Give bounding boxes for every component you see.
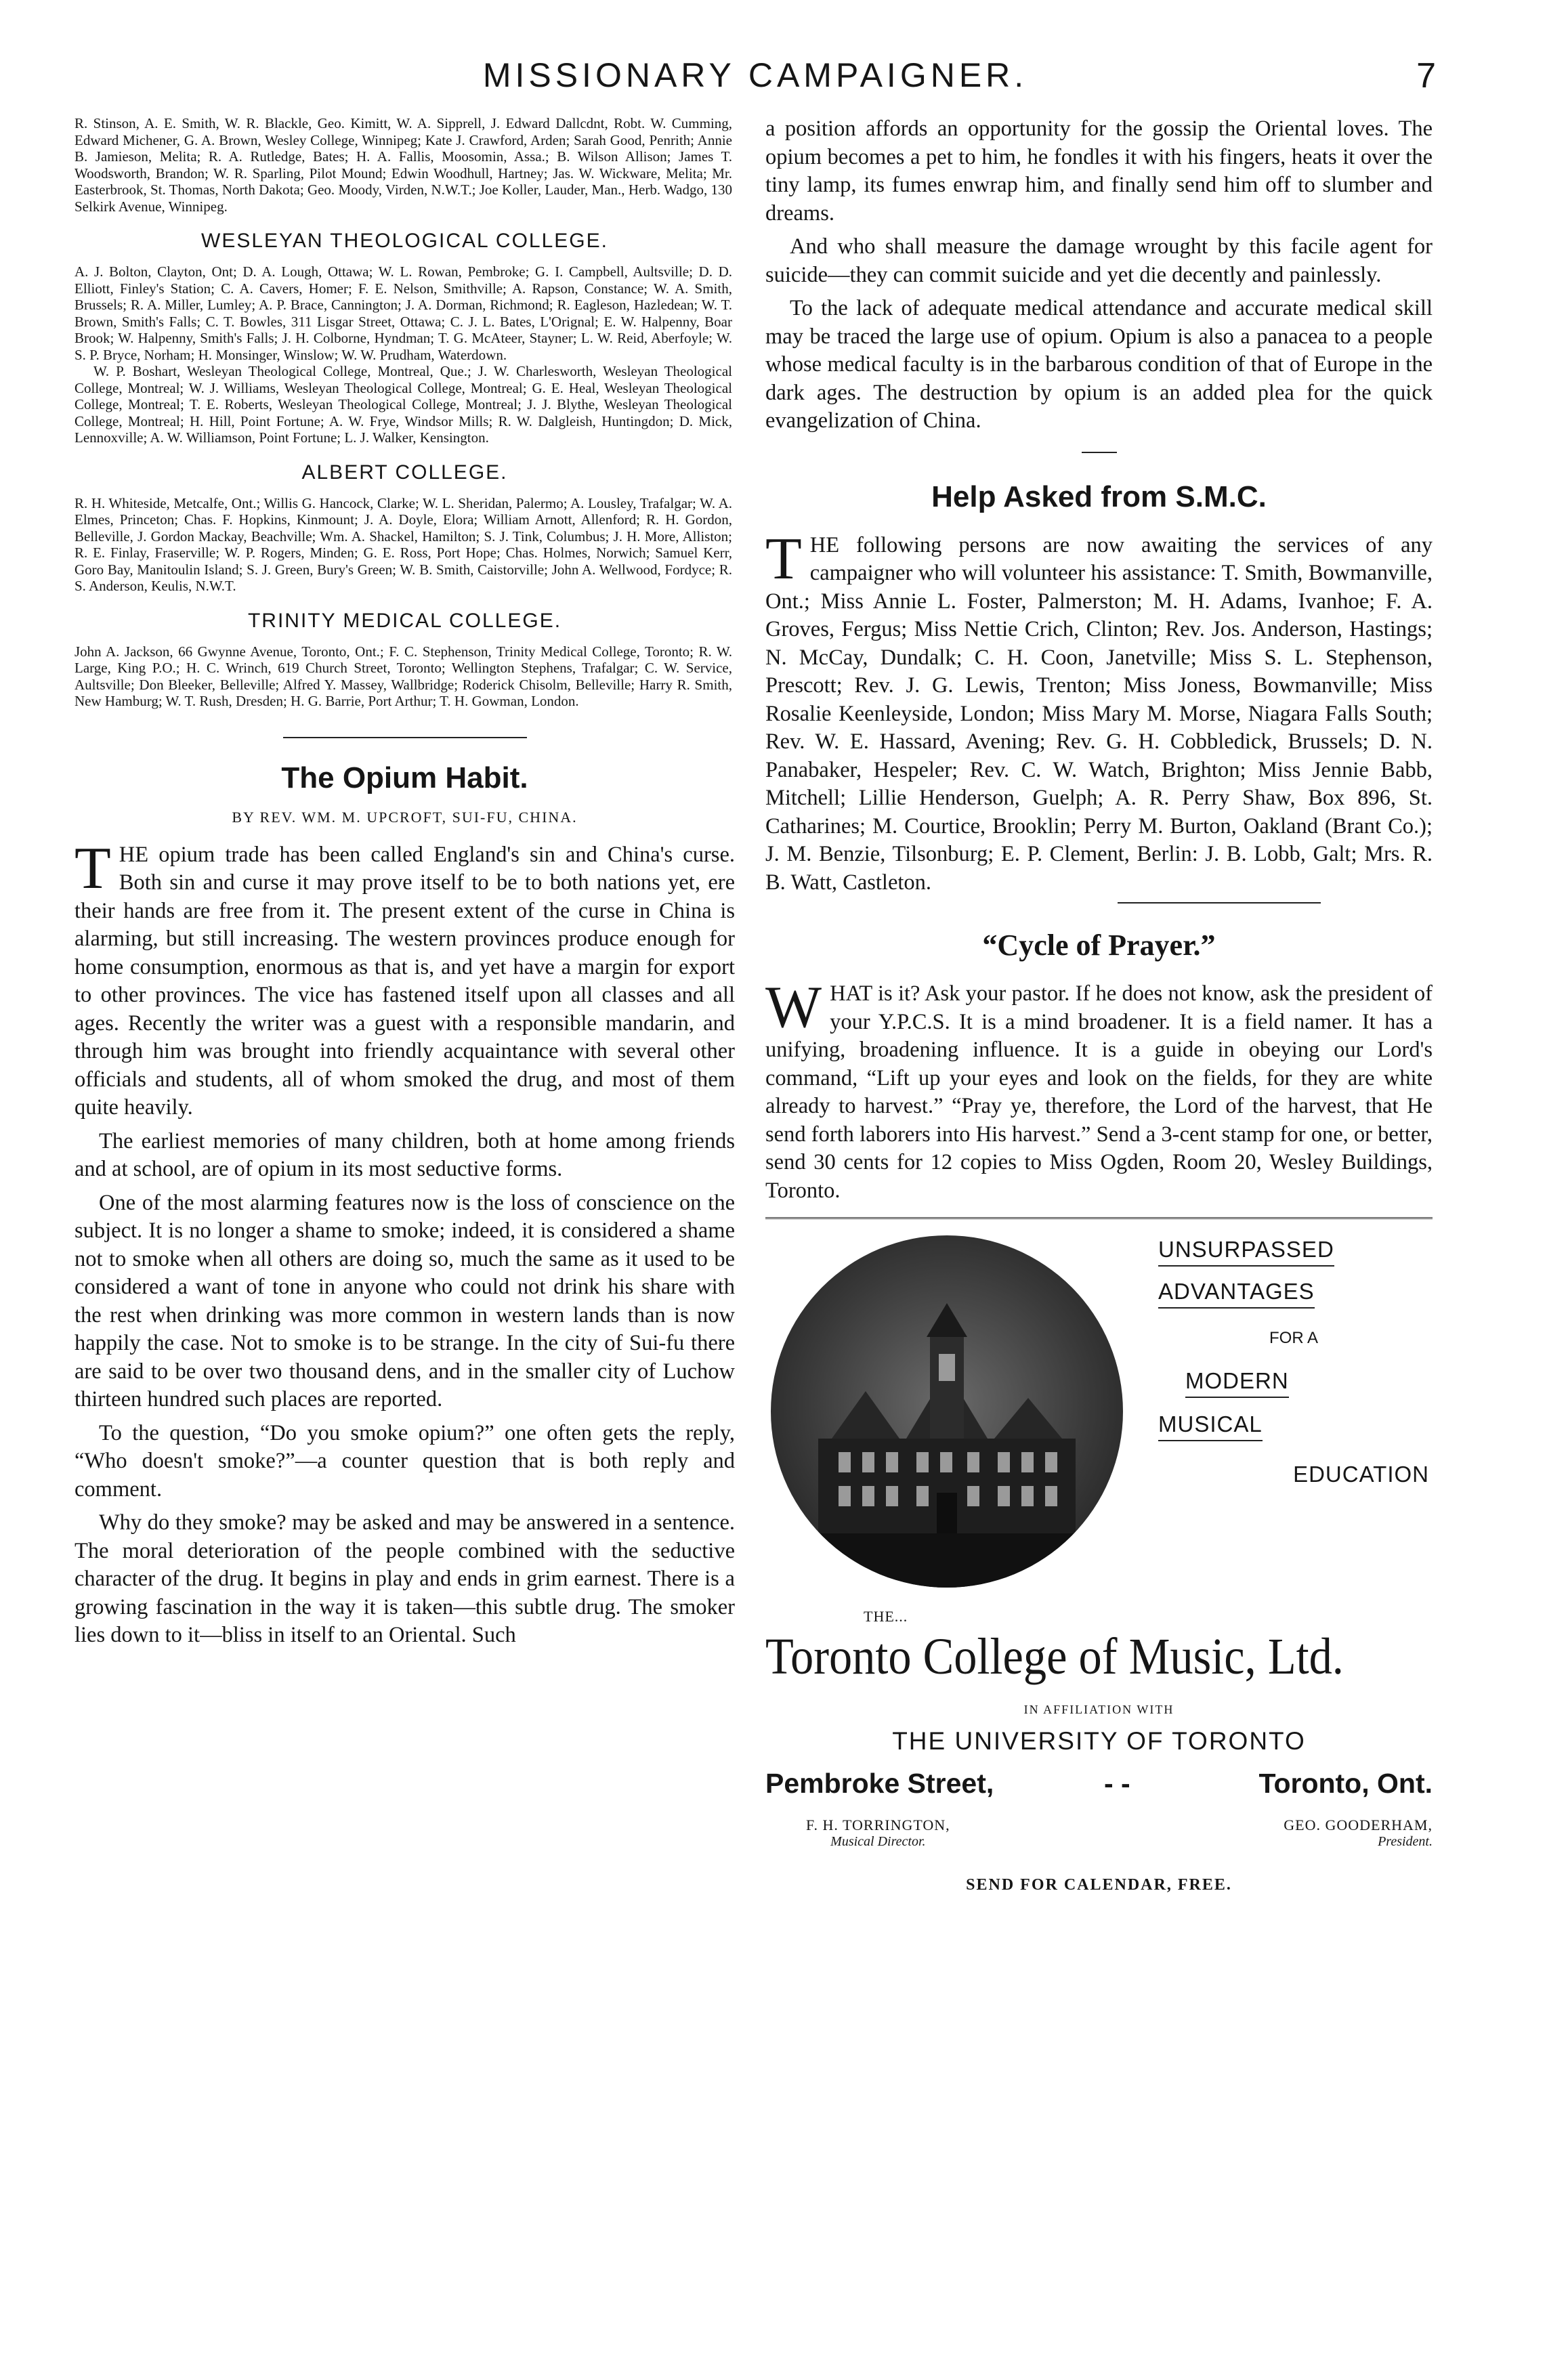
music-college-advertisement	[765, 1233, 1433, 1944]
help-paragraph	[765, 526, 1433, 897]
article-paragraph-1	[75, 835, 735, 1122]
college-building-engraving	[771, 1235, 1123, 1588]
albert-name-list: R. H. Whiteside, Metcalfe, Ont.; Willis G. Hancock, Clarke; W. L. Sheridan, Palermo; A. Lousley, Trafalgar; W. A. Elmes, Princeton; Chas. F. Hopkins, Kinmount; J. A. Doyle, Elora; William Arnott, Allenford; R. H. Gordon, Belleville, J. Gordon Mackay, Beachville; Wm. A. Shackel, Hamilton; S. J. Tink, Columbus; J. H. More, Alliston; R. E. Finlay, Fraserville; W. P. Rogers, Minden; G. E. Ross, Port Hope; Chas. Holmes, Norwich; Samuel Kerr, Goro Bay, Manitoulin Island; S. J. Green, Bury's Green; W. B. Smith, Caistorville; John A. Wellwood, Fordyce; R. S. Anderson, Keulis, N.W.T.	[75, 494, 732, 594]
wesleyan-name-list: A. J. Bolton, Clayton, Ont; D. A. Lough, Ottawa; W. L. Rowan, Pembroke; G. I. Campbell, Aultsville; D. D. Elliott, Finley's Station; C. A. Cavers, Homer; F. E. Nelson, Smithville; A. Rapson, Constance; W. A. Smith, Brussels; R. A. Miller, Lumley; A. P. Brace, Cannington; J. A. Dorman, Richmond; R. Eagleson, Hazledean; W. T. Brown, Smith's Falls; C. T. Bowles, 311 Lisgar Street, Ottawa; C. J. L. Bates, L'Orignal; E. W. Halpenny, Boar Brook; W. Halpenny, Smith's Falls; J. H. Colborne, Hyndman; T. G. McAteer, Stayner; L. W. Reid, Aberfoyle; W. S. P. Bryce, Norham; H. Monsinger, Winslow; W. W. Prudham, Waterdown.	[75, 263, 732, 363]
president	[1284, 1816, 1433, 1850]
advertisement-rule	[765, 1217, 1433, 1219]
cycle-paragraph	[765, 975, 1433, 1205]
slogan-musical: MUSICAL	[1158, 1411, 1263, 1441]
cycle-drop-cap: W	[765, 975, 822, 1040]
left-column	[75, 115, 735, 1655]
president-role: President.	[1378, 1834, 1433, 1849]
article-continued-1: a position affords an opportunity for the gossip the Oriental loves. The opium becomes a pet to him, he fondles it with his fingers, heats it over the tiny lamp, its fumes enwrap him, and finally send him off to slumber and dreams.	[765, 116, 1433, 226]
wesleyan-name-list-2: W. P. Boshart, Wesleyan Theological College, Montreal, Que.; J. W. Charlesworth, Wesleyan Theological College, Montreal; W. J. Williams, Wesleyan Theological College, Montreal; G. E. Heal, Wesleyan Theological College, Montreal; T. E. Roberts, Wesleyan Theological College, Montreal; J. J. Blythe, Wesleyan Theological College, Montreal; H. Hill, Point Fortune; A. W. Frye, Windsor Mills; R. W. Dalgleish, Huntingdon; D. Mick, Lennoxville; A. W. Williamson, Point Fortune; L. J. Walker, Kensington.	[75, 363, 732, 446]
advertisement-slogan	[1158, 1237, 1429, 1487]
section-divider	[283, 737, 527, 738]
cycle-text: HAT is it? Ask your pastor. If he does not know, ask the president of your Y.P.C.S. It is a mind broadener. It is a field namer. It has a unifying, broadening influence. It is a guide in obeying our Lord's command, “Lift up your eyes and look on the fields, for they are white already to harvest.” “Pray ye, therefore, the Lord of the harvest, that He send forth laborers into His harvest.” Send a 3-cent stamp for one, or better, send 30 cents for 12 copies to Miss Ogden, Room 20, Wesley Buildings, Toronto.	[765, 981, 1433, 1203]
right-column	[765, 115, 1433, 1944]
page-number: 7	[1416, 56, 1436, 95]
article-continued-2: And who shall measure the damage wrought by this facile agent for suicide—they can commit suicide and yet die decently and painlessly.	[765, 234, 1433, 287]
continued-name-list: R. Stinson, A. E. Smith, W. R. Blackle, Geo. Kimitt, W. A. Sipprell, J. Edward Dallcdnt, Robt. W. Cumming, Edward Michener, G. A. Brown, Wesley College, Winnipeg; Kate J. Crawford, Arden; Sarah Good, Penrith; Annie B. Jamieson, Melita; R. A. Rutledge, Bates; H. A. Fallis, Moosomin, Assa.; B. Wilson Allison; James T. Woodsworth, Brandon; W. R. Sparling, Pilot Mound; Edwin Woodhull, Hartney; Jas. W. Wickware, Melita; Mr. Easterbrook, St. Thomas, North Dakota; Geo. Moody, Virden, N.W.T.; Joe Koller, Lauder, Man., Herb. Wadgo, 130 Selkirk Avenue, Winnipeg.	[75, 115, 732, 215]
running-head	[75, 56, 1436, 110]
musical-director	[806, 1816, 950, 1850]
help-text: HE following persons are now awaiting the services of any campaigner who will volunteer his assistance: T. Smith, Bowmanville, Ont.; Miss Annie L. Foster, Palmerston; M. H. Adams, Ivanhoe; F. A. Groves, Fergus; Miss Nettie Crich, Clinton; Rev. Jos. Anderson, Hastings; N. McCay, Dundalk; C. H. Coon, Janetville; Miss S. L. Stephenson, Prescott; Rev. J. G. Lewis, Trenton; Miss Joness, Bowmanville; Miss Rosalie Keenleyside, London; Miss Mary M. Morse, Niagara Falls South; Rev. W. E. Hassard, Avening; Rev. G. H. Cobbledick, Brussels; D. N. Panabaker, Hespeler; Rev. C. W. Watch, Brighton; Miss Jennie Babb, Mitchell; Lillie Henderson, Guelph; A. R. Perry Shaw, Box 896, St. Catharines; M. Courtice, Brooklin; Perry M. Burton, Oakland (Brant Co.); J. M. Benzie, Tilsonburg; E. P. Clement, Berlin: J. B. Lobb, Galt; Mrs. R. B. Watt, Castleton.	[765, 532, 1433, 895]
address-dashes: - -	[1104, 1768, 1130, 1799]
director-role: Musical Director.	[830, 1834, 926, 1849]
slogan-unsurpassed: UNSURPASSED	[1158, 1237, 1334, 1267]
address-city: Toronto, Ont.	[1258, 1768, 1433, 1799]
trinity-name-list: John A. Jackson, 66 Gwynne Avenue, Toronto, Ont.; F. C. Stephenson, Trinity Medical College, Toronto; R. W. Large, King P.O.; H. C. Wrinch, 619 Church Street, Toronto; Wellington Stephens, Trafalgar; C. W. Service, Aultsville; Don Bleeker, Belleville; Alfred Y. Massey, Wallbridge; Roderick Chisolm, Belleville; Harry R. Smith, New Hamburg; W. T. Rush, Dresden; H. G. Barrie, Port Arthur; T. H. Gowman, London.	[75, 643, 732, 709]
trinity-heading: TRINITY MEDICAL COLLEGE.	[247, 609, 562, 632]
slogan-for-a: FOR A	[1269, 1329, 1318, 1347]
section-divider-small	[1082, 452, 1117, 453]
help-drop-cap: T	[765, 526, 802, 592]
president-name: GEO. GOODERHAM,	[1284, 1816, 1433, 1833]
slogan-modern: MODERN	[1185, 1368, 1289, 1398]
article-continued-3: To the lack of adequate medical attendance and accurate medical skill may be traced the large use of opium. Opium is also a panacea to a people whose medical faculty is in the barbarous condition of that of Europe in the dark ages. The destruction by opium is an added plea for the quick evangelization of China.	[765, 296, 1433, 433]
cycle-title: “Cycle of Prayer.”	[982, 929, 1216, 962]
article-paragraph-2: The earliest memories of many children, both at home among friends and at school, are of opium in its most seductive forms.	[75, 1128, 735, 1181]
article-paragraph-4: To the question, “Do you smoke opium?” one often gets the reply, “Who doesn't smoke?”—a counter question that is both reply and comment.	[75, 1420, 735, 1502]
drop-cap: T	[75, 835, 111, 901]
calendar-offer: SEND FOR CALENDAR, FREE.	[966, 1876, 1232, 1894]
university-name: THE UNIVERSITY OF TORONTO	[892, 1727, 1306, 1755]
article-paragraph-1-text: HE opium trade has been called England's sin and China's curse. Both sin and curse it may prove itself to be to both nations yet, ere their hands are free from it. The present extent of the curse in China is alarming, but still increasing. The western provinces produce enough for home consumption, enormous as that is, and yet have a margin for export to other provinces. The vice has fastened itself upon all classes and all ages. Recently the writer was a guest with a responsible mandarin, and through him was brought into friendly acquaintance with several other officials and students, all of whom smoked the drug, and most of them quite heavily.	[75, 842, 735, 1120]
ad-the-label: THE...	[864, 1608, 908, 1625]
college-building-icon	[771, 1235, 1123, 1588]
college-name: Toronto College of Music, Ltd.	[765, 1628, 1344, 1685]
journal-title: MISSIONARY CAMPAIGNER.	[482, 56, 1028, 94]
director-name: F. H. TORRINGTON,	[806, 1816, 950, 1833]
address-street: Pembroke Street,	[765, 1768, 994, 1799]
article-paragraph-5: Why do they smoke? may be asked and may be answered in a sentence. The moral deterioration of the people combined with the seductive character of the drug. It begins in play and ends in grim earnest. There is a growing fascination in the way it is taken—this subtle drug. The smoker lies down to it—bliss in itself to an Oriental. Such	[75, 1510, 735, 1647]
albert-heading: ALBERT COLLEGE.	[301, 461, 508, 484]
affiliation-label: IN AFFILIATION WITH	[1023, 1703, 1174, 1716]
slogan-advantages: ADVANTAGES	[1158, 1279, 1315, 1309]
article-title: The Opium Habit.	[281, 761, 528, 794]
article-paragraph-3: One of the most alarming features now is the loss of conscience on the subject. It is no longer a shame to smoke; indeed, it is considered a shame not to smoke when all others are doing so, much the same as it used to be considered a want of tone in anyone who could not drink his share with the rest when drinking was more common in western lands than is now happily the case. Not to smoke is to be strange. In the city of Sui-fu there are said to be over two thousand dens, and in the smaller city of Luchow thirteen hundred such places are reported.	[75, 1190, 735, 1411]
wesleyan-heading: WESLEYAN THEOLOGICAL COLLEGE.	[201, 230, 608, 252]
article-byline: BY REV. WM. M. UPCROFT, SUI-FU, CHINA.	[232, 808, 578, 826]
slogan-education: EDUCATION	[1293, 1462, 1429, 1487]
help-end-rule	[1118, 902, 1321, 904]
help-title: Help Asked from S.M.C.	[931, 480, 1267, 513]
